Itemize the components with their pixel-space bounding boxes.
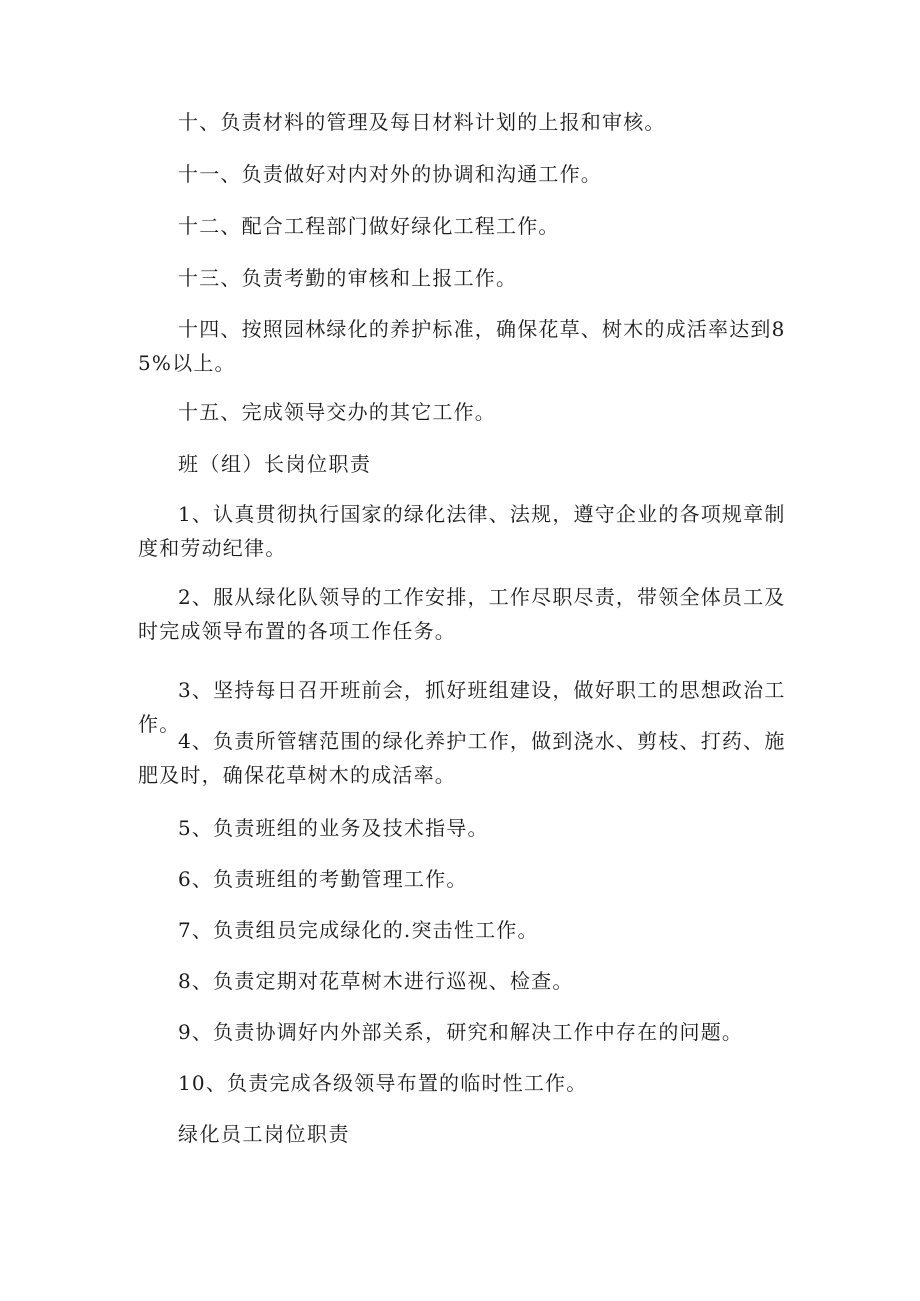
section-heading-greening-staff: 绿化员工岗位职责 [178, 1122, 350, 1146]
paragraph-item-15: 十五、完成领导交办的其它工作。 [178, 400, 496, 424]
paragraph-item-1: 1、认真贯彻执行国家的绿化法律、法规，遵守企业的各项规章制度和劳动纪律。 [138, 502, 786, 560]
paragraph-item-6: 6、负责班组的考勤管理工作。 [178, 867, 468, 891]
paragraph-item-9: 9、负责协调好内外部关系，研究和解决工作中存在的问题。 [178, 1020, 744, 1044]
paragraph-item-14: 十四、按照园林绿化的养护标准，确保花草、树木的成活率达到85%以上。 [138, 317, 786, 375]
paragraph-item-12: 十二、配合工程部门做好绿化工程工作。 [178, 214, 560, 238]
paragraph-item-4: 4、负责所管辖范围的绿化养护工作，做到浇水、剪枝、打药、施肥及时，确保花草树木的成活率。 [138, 729, 786, 787]
paragraph-item-10: 十、负责材料的管理及每日材料计划的上报和审核。 [178, 110, 666, 134]
paragraph-item-8: 8、负责定期对花草树木进行巡视、检查。 [178, 969, 574, 993]
paragraph-item-13: 十三、负责考勤的审核和上报工作。 [178, 266, 518, 290]
paragraph-item-7: 7、负责组员完成绿化的.突击性工作。 [178, 918, 539, 942]
paragraph-item-11: 十一、负责做好对内对外的协调和沟通工作。 [178, 162, 602, 186]
paragraph-item-5: 5、负责班组的业务及技术指导。 [178, 816, 489, 840]
paragraph-item-2: 2、服从绿化队领导的工作安排，工作尽职尽责，带领全体员工及时完成领导布置的各项工作任务。 [138, 585, 786, 643]
paragraph-item-10-team: 10、负责完成各级领导布置的临时性工作。 [178, 1071, 588, 1095]
paragraph-item-3: 3、坚持每日召开班前会，抓好班组建设，做好职工的思想政治工作。 [138, 678, 786, 736]
section-heading-team-leader: 班（组）长岗位职责 [178, 452, 372, 476]
